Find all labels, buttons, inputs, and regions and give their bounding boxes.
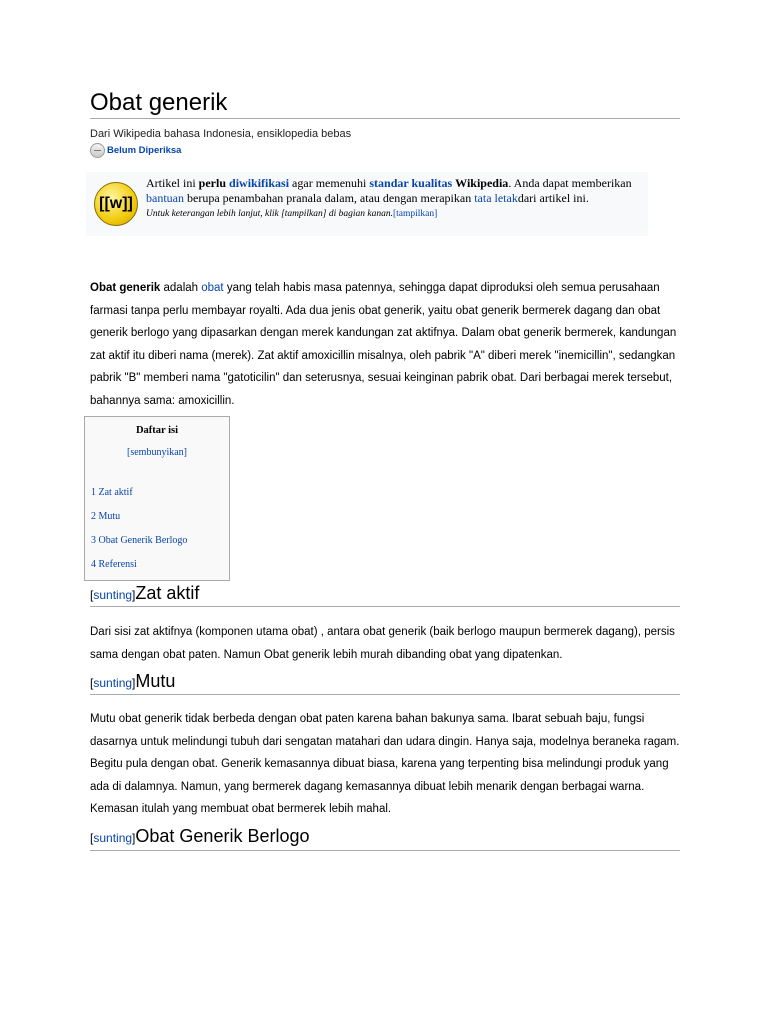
wikify-notice-box xyxy=(86,172,648,236)
edit-section-link[interactable] xyxy=(90,831,135,845)
toc-title: Daftar isi xyxy=(135,425,179,436)
notice-note xyxy=(146,209,437,219)
intro-text-segment: adalah xyxy=(160,282,202,294)
edit-bracket: ] xyxy=(132,676,136,690)
unreviewed-icon xyxy=(90,143,105,158)
edit-link-label[interactable]: sunting xyxy=(93,831,133,845)
edit-link-label[interactable]: sunting xyxy=(93,588,133,602)
section-heading-obat-generik-berlogo xyxy=(90,824,680,848)
link-standar-kualitas[interactable]: standar kualitas xyxy=(369,176,453,190)
title-divider xyxy=(90,118,680,119)
section-divider xyxy=(90,606,680,607)
notice-text-segment: agar memenuhi xyxy=(289,176,370,190)
notice-bold-wikipedia: Wikipedia xyxy=(455,176,509,190)
show-details-link[interactable]: [tampilkan] xyxy=(392,209,438,219)
edit-section-link[interactable] xyxy=(90,676,135,690)
section-heading-mutu xyxy=(90,669,680,693)
edit-bracket: ] xyxy=(132,588,136,602)
table-of-contents xyxy=(84,416,230,581)
flagged-status-label[interactable]: Belum Diperiksa xyxy=(107,145,182,156)
edit-link-label[interactable]: sunting xyxy=(93,676,133,690)
intro-paragraph xyxy=(90,277,680,412)
section-divider xyxy=(90,694,680,695)
edit-bracket: ] xyxy=(132,831,136,845)
toc-item-obat-generik-berlogo[interactable]: 3 Obat Generik Berlogo xyxy=(91,535,188,546)
page-title: Obat generik xyxy=(90,89,228,116)
site-tagline: Dari Wikipedia bahasa Indonesia, ensiklopedia bebas xyxy=(90,128,352,140)
toc-item-zat-aktif[interactable]: 1 Zat aktif xyxy=(91,487,133,498)
section-title: Mutu xyxy=(135,671,176,691)
flagged-revs-status[interactable] xyxy=(90,143,181,158)
notice-text-segment: . Anda dapat memberikan xyxy=(508,176,632,190)
notice-text xyxy=(146,176,636,222)
edit-bracket: [ xyxy=(90,588,94,602)
notice-bold-perlu: perlu xyxy=(198,176,227,190)
toc-item-referensi[interactable]: 4 Referensi xyxy=(91,559,137,570)
link-obat[interactable]: obat xyxy=(201,282,224,294)
toc-hide-toggle[interactable]: [sembunyikan] xyxy=(127,447,187,458)
link-bantuan[interactable]: bantuan xyxy=(146,190,184,205)
link-diwikifikasi[interactable]: diwikifikasi xyxy=(229,176,290,190)
section-heading-zat-aktif xyxy=(90,581,680,605)
intro-text-segment: yang telah habis masa patennya, sehingga dapat diproduksi oleh semua perusahaan farmasi tanpa perlu membayar royalti. Ada dua jenis obat generik, yaitu obat generik bermerek dagang dan obat generik berlogo yang dipasarkan dengan merek kandungan zat aktifnya. Dalam obat generik bermerek, kandungan zat aktif itu diberi nama (merek). Zat aktif amoxicillin misalnya, oleh pabrik "A" diberi merek "inemicillin", sedangkan pabrik "B" memberi nama "gatoticilin" dan seterusnya, sesuai keinginan pabrik obat. Dari berbagai merek tersebut, bahannya sama: amoxicillin. xyxy=(90,282,677,407)
intro-bold-term: Obat generik xyxy=(90,282,161,294)
edit-bracket: [ xyxy=(90,676,94,690)
section-divider xyxy=(90,850,680,851)
wikify-icon: [[w]] xyxy=(94,182,138,226)
section-paragraph-mutu: Mutu obat generik tidak berbeda dengan obat paten karena bahan bakunya sama. Ibarat sebuah baju, fungsi dasarnya untuk melindungi tubuh dari sengatan matahari dan udara dingin. Hanya saja, modelnya beraneka ragam. Begitu pula dengan obat. Generik kemasannya dibuat biasa, karena yang terpenting bisa melindungi produk yang ada di dalamnya. Namun, yang bermerek dagang kemasannya dibuat lebih menarik dengan berbagai warna. Kemasan itulah yang membuat obat bermerek lebih mahal. xyxy=(90,713,680,815)
notice-text-segment: berupa penambahan pranala dalam, atau dengan merapikan xyxy=(184,190,475,205)
link-tata-letak[interactable]: tata letak xyxy=(474,190,518,205)
toc-item-mutu[interactable]: 2 Mutu xyxy=(91,511,121,522)
edit-section-link[interactable] xyxy=(90,588,135,602)
section-title: Zat aktif xyxy=(135,583,200,603)
notice-note-text: Untuk keterangan lebih lanjut, klik [tampilkan] di bagian kanan. xyxy=(146,209,393,219)
section-paragraph-zat-aktif: Dari sisi zat aktifnya (komponen utama obat) , antara obat generik (baik berlogo maupun bermerek dagang), persis sama dengan obat paten. Namun Obat generik lebih murah dibanding obat yang dipatenkan. xyxy=(90,626,675,661)
notice-text-segment: dari artikel ini. xyxy=(517,190,589,205)
section-title: Obat Generik Berlogo xyxy=(135,826,310,846)
edit-bracket: [ xyxy=(90,831,94,845)
notice-text-segment: Artikel ini xyxy=(146,176,199,190)
